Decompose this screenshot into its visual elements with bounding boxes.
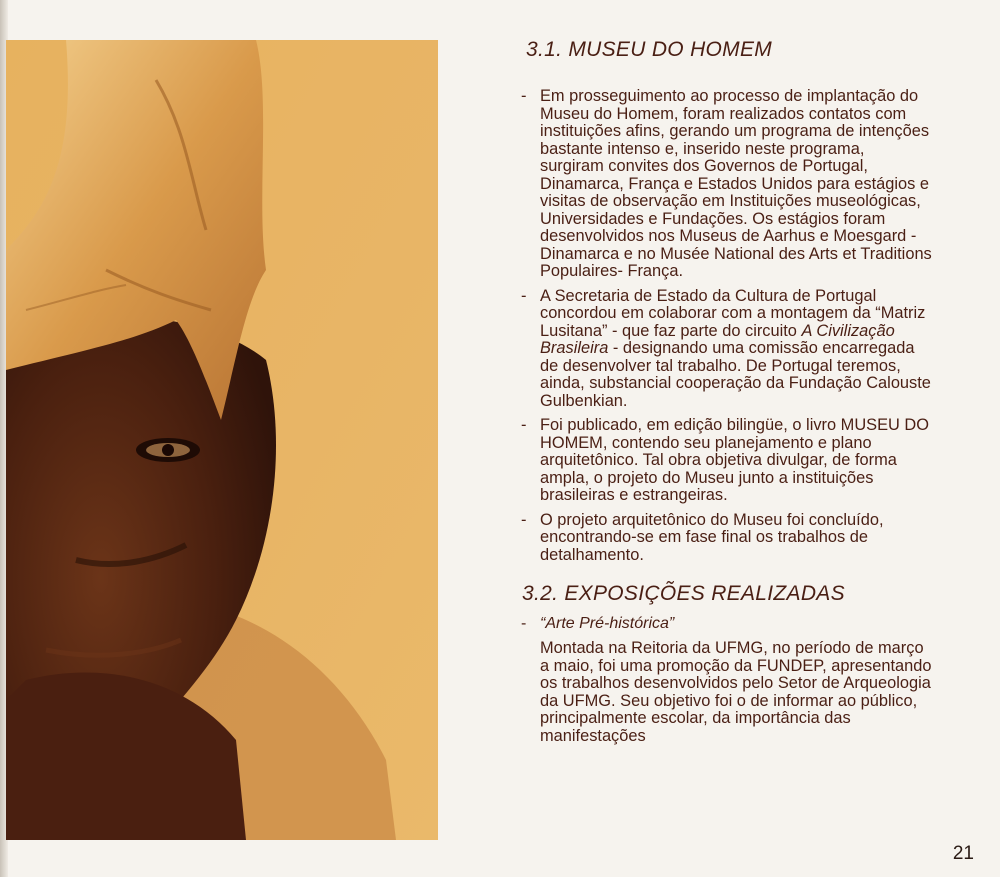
bullet-dash: -: [521, 615, 527, 632]
page-number: 21: [952, 843, 974, 864]
section-title-exposicoes: 3.2. EXPOSIÇÕES REALIZADAS: [522, 582, 845, 605]
list-item: [512, 512, 932, 565]
list-item: [512, 417, 932, 505]
bullet-dash: -: [521, 416, 527, 434]
list-item: [512, 88, 932, 281]
text-column: [512, 38, 932, 745]
event-title-text: “Arte Pré-histórica”: [540, 615, 675, 632]
event-description: Montada na Reitoria da UFMG, no período de março a maio, foi uma promoção da FUNDEP, apresentando os trabalhos desenvolvidos pelo Setor de Arqueologia da UFMG. Seu objetivo foi o de informar ao público, principalmente escolar, da importância das manifestações: [540, 639, 932, 745]
event-title: [512, 615, 932, 633]
bullet-text: Em prosseguimento ao processo de implantação do Museu do Homem, foram realizados contatos com instituições afins, gerando um programa de intenções bastante intenso e, inserido neste programa, surgiram convites dos Governos de Portugal, Dinamarca, França e Estados Unidos para estágios e visitas de observação em Instituições museológicas, Universidades e Fundações. Os estágios foram desenvolvidos nos Museus de Aarhus e Moesgard - Dinamarca e no Musée National des Arts et Traditions Populaires- França.: [540, 87, 932, 280]
portrait-photo: [6, 40, 438, 840]
bullet-dash: -: [521, 510, 527, 529]
bullet-dash: -: [521, 286, 527, 305]
bullet-text-part: A Secretaria de Estado da Cultura de Portugal concordou em colaborar com a montagem da “Matriz Lusitana” - que faz parte do circuito: [540, 286, 926, 340]
bullet-text-italic: A Civilização Brasileira: [540, 321, 895, 357]
bullet-text-part: - designando uma comissão encarregada de desenvolver tal trabalho. De Portugal teremos, ainda, substancial cooperação da Fundação Calouste Gulbenkian.: [540, 339, 931, 410]
list-item: [512, 288, 932, 411]
bullet-text: Foi publicado, em edição bilingüe, o livro MUSEU DO HOMEM, contendo seu planejamento e plano arquitetônico. Tal obra objetiva divulgar, de forma ampla, o projeto do Museu junto a instituições brasileiras e estrangeiras.: [540, 416, 929, 504]
bullet-dash: -: [521, 87, 527, 105]
museu-bullet-list: [512, 88, 932, 564]
section-title-museu-do-homem: 3.1. MUSEU DO HOMEM: [526, 38, 773, 61]
bullet-text: O projeto arquitetônico do Museu foi concluído, encontrando-se em fase final os trabalhos de detalhamento.: [540, 510, 884, 564]
